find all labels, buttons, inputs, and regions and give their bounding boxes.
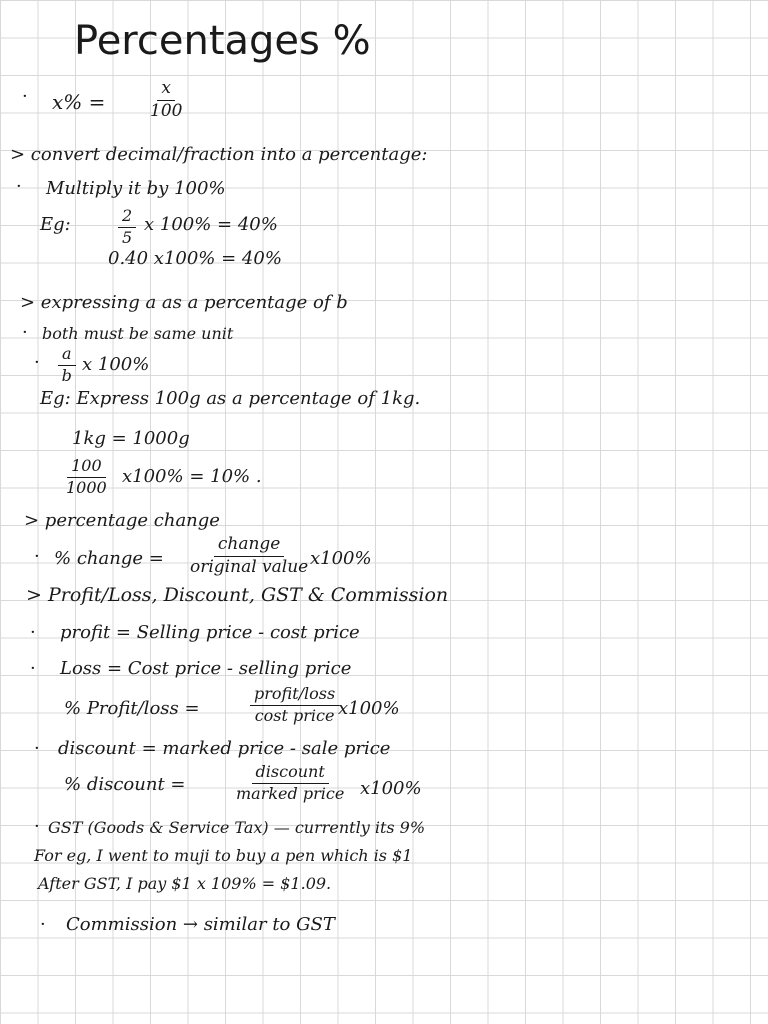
section-heading-expressing: > expressing a as a percentage of b (20, 292, 348, 313)
fraction-numerator: a (58, 346, 76, 366)
page-title: Percentages % (74, 18, 371, 64)
fraction-denominator: 5 (122, 227, 133, 247)
example-label: Eg: (40, 214, 71, 235)
fraction-numerator: 100 (67, 458, 106, 478)
loss-formula: Loss = Cost price - selling price (60, 658, 352, 679)
fraction-numerator: profit/loss (250, 686, 339, 706)
discount-formula: discount = marked price - sale price (58, 738, 391, 759)
section-heading-convert: > convert decimal/fraction into a percentage: (10, 144, 428, 165)
gst-definition: GST (Goods & Service Tax) — currently its 9% (48, 818, 426, 837)
profit-formula: profit = Selling price - cost price (60, 622, 360, 643)
bullet: · (16, 176, 22, 197)
bullet: · (30, 622, 36, 643)
change-fraction (190, 536, 308, 577)
formula-fraction (150, 80, 182, 121)
grams-result: x100% = 10% . (122, 466, 262, 487)
gst-example-1: For eg, I went to muji to buy a pen which is $1 (34, 846, 413, 865)
bullet: · (34, 546, 40, 567)
ab-fraction (58, 346, 76, 385)
ab-fraction-rest: x 100% (82, 354, 150, 375)
fraction-denominator: 1000 (66, 477, 107, 497)
percent-profit-lhs: % Profit/loss = (64, 698, 200, 719)
bullet: · (34, 816, 40, 837)
example-calc-1: x 100% = 40% (144, 214, 278, 235)
kg-conversion: 1kg = 1000g (72, 428, 190, 449)
section-heading-profit: > Profit/Loss, Discount, GST & Commission (26, 584, 449, 606)
fraction-denominator: marked price (236, 783, 345, 803)
percent-discount-lhs: % discount = (64, 774, 186, 795)
percent-change-lhs: % change = (54, 548, 164, 569)
fraction-denominator: b (61, 365, 72, 385)
profit-loss-fraction (250, 686, 339, 725)
fraction-denominator: cost price (254, 705, 335, 725)
percent-change-rest: x100% (310, 548, 372, 569)
percent-profit-rest: x100% (338, 698, 400, 719)
bullet: · (22, 322, 28, 343)
fraction-numerator: x (157, 80, 175, 101)
bullet: · (34, 352, 40, 373)
example-fraction (118, 208, 136, 247)
bullet: · (22, 86, 28, 107)
bullet: · (30, 658, 36, 679)
section-heading-change: > percentage change (24, 510, 220, 531)
bullet: · (40, 914, 46, 935)
grams-fraction (66, 458, 107, 497)
same-unit-note: both must be same unit (42, 324, 234, 343)
gst-example-2: After GST, I pay $1 x 109% = $1.09. (38, 874, 332, 893)
bullet: · (34, 738, 40, 759)
fraction-numerator: change (214, 536, 285, 557)
rule-multiply: Multiply it by 100% (46, 178, 226, 199)
formula-lhs: x% = (52, 90, 106, 114)
fraction-numerator: 2 (118, 208, 136, 228)
commission-note: Commission → similar to GST (66, 914, 335, 935)
percent-discount-rest: x100% (360, 778, 422, 799)
example-express: Eg: Express 100g as a percentage of 1kg. (40, 388, 421, 409)
fraction-numerator: discount (252, 764, 329, 784)
fraction-denominator: original value (190, 556, 309, 577)
fraction-denominator: 100 (150, 100, 183, 121)
discount-fraction (236, 764, 344, 803)
example-calc-2: 0.40 x100% = 40% (108, 248, 282, 269)
